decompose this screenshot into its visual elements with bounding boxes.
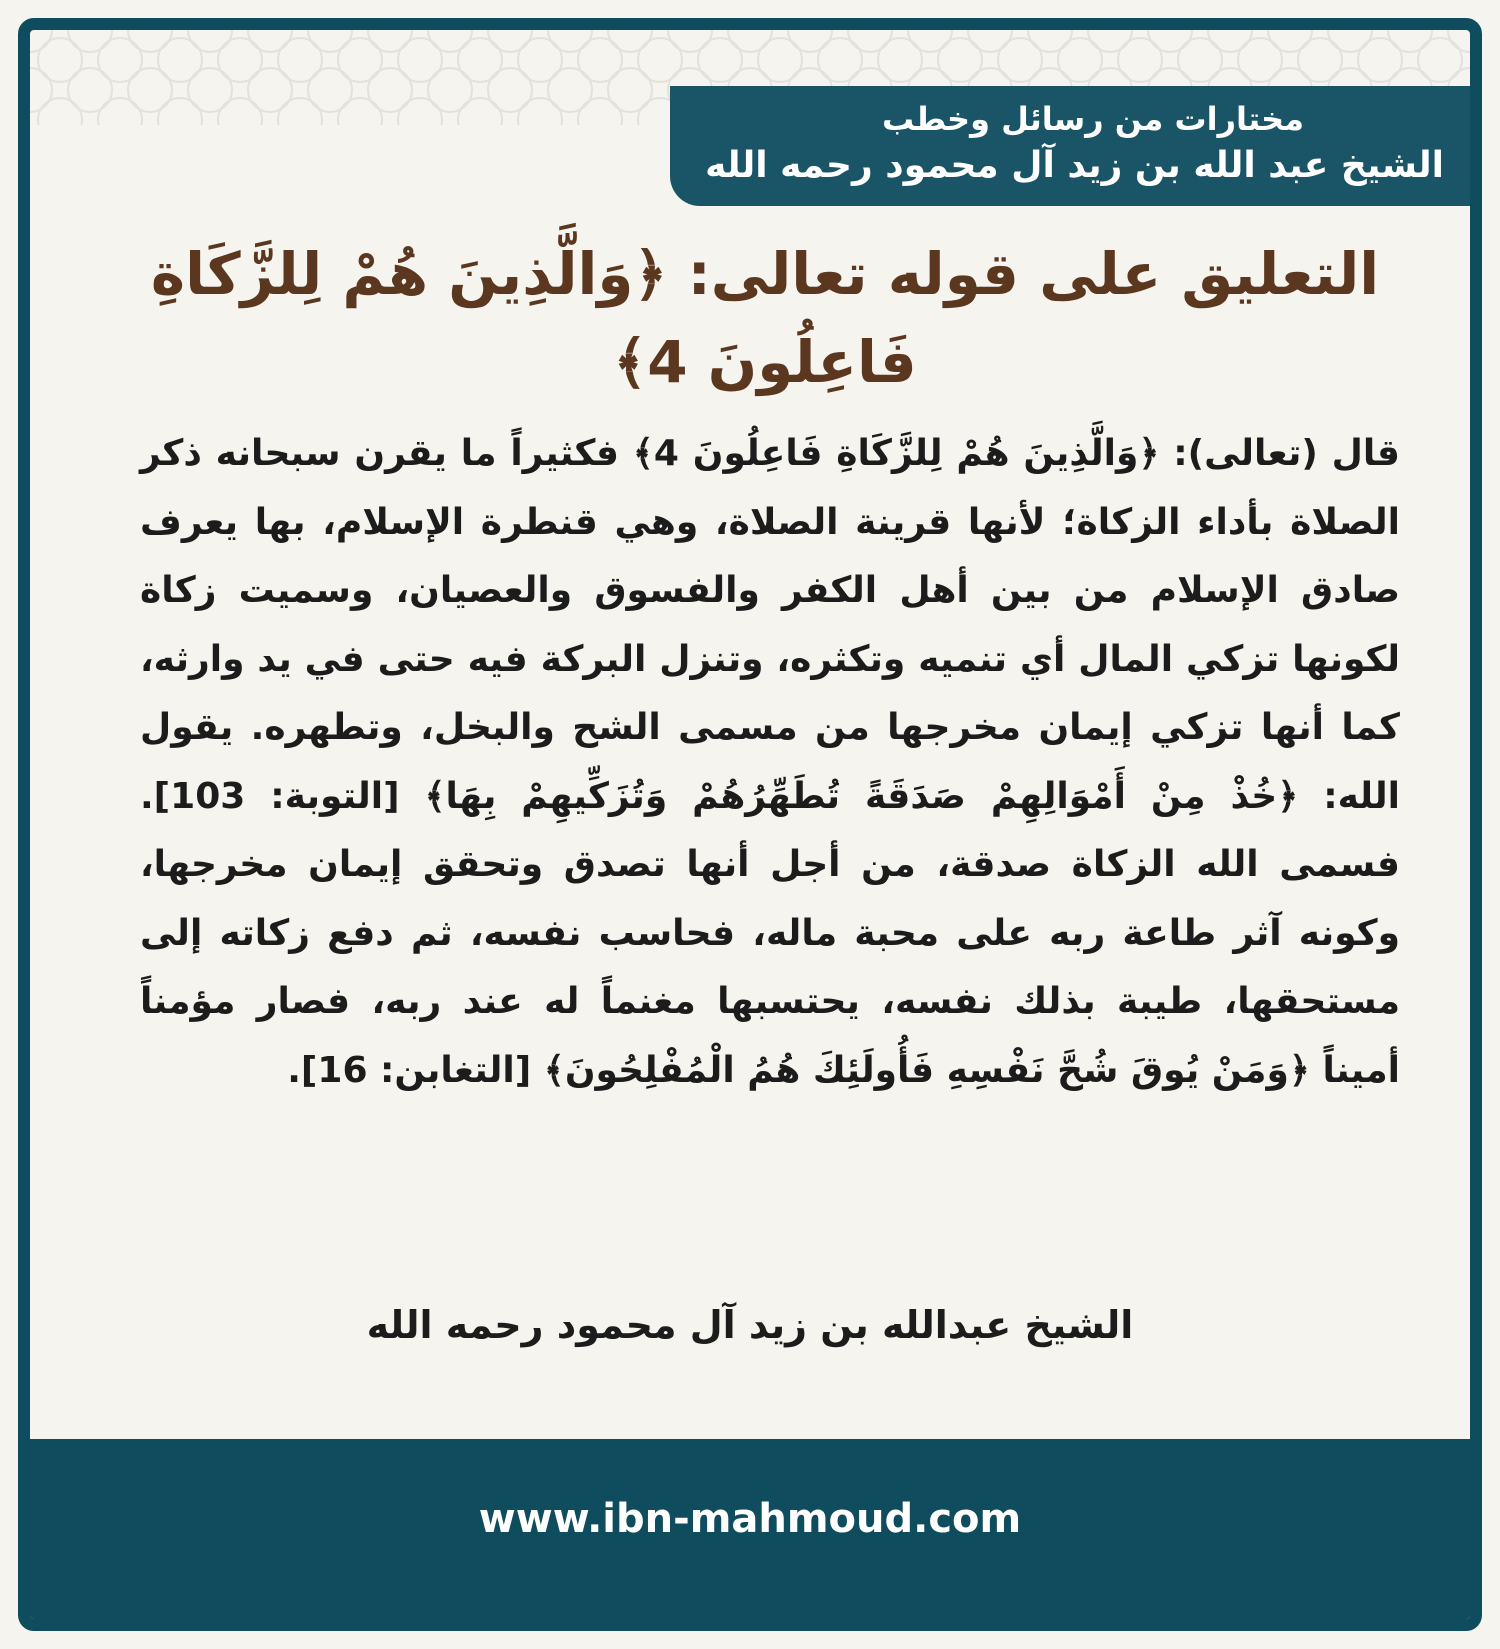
article-body: قال (تعالى): ﴿وَالَّذِينَ هُمْ لِلزَّكَاةِ فَاعِلُونَ 4﴾ فكثيراً ما يقرن سبحانه ذكر الصلاة بأداء الزكاة؛ لأنها قرينة الصلاة، وهي قنطرة الإسلام، بها يعرف صادق الإسلام من بين أهل الكفر والفسوق والعصيان، وسميت زكاة لكونها تزكي المال أي تنميه وتكثره، وتنزل البركة فيه حتى في يد وارثه، كما أنها تزكي إيمان مخرجها من مسمى الشح والبخل، وتطهره. يقول الله: ﴿خُذْ مِنْ أَمْوَالِهِمْ صَدَقَةً تُطَهِّرُهُمْ وَتُزَكِّيهِمْ بِهَا﴾ [التوبة: 103]. فسمى الله الزكاة صدقة، من أجل أنها تصدق وتحقق إيمان مخرجها، وكونه آثر طاعة ربه على محبة ماله، فحاسب نفسه، ثم دفع زكاته إلى مستحقها، طيبة بذلك نفسه، يحتسبها مغنماً له عند ربه، فصار مؤمناً أميناً ﴿وَمَنْ يُوقَ شُحَّ نَفْسِهِ فَأُولَئِكَ هُمُ الْمُفْلِحُونَ﴾ [التغابن: 16]. (140, 433, 1400, 1091)
series-title: مختارات من رسائل وخطب (881, 100, 1304, 138)
series-header (670, 86, 1470, 206)
author-name: الشيخ عبد الله بن زيد آل محمود رحمه الله (705, 145, 1444, 186)
author-signature: الشيخ عبدالله بن زيد آل محمود رحمه الله (366, 1303, 1134, 1347)
website-url: www.ibn-mahmoud.com (478, 1496, 1022, 1542)
footer-bar (30, 1439, 1470, 1619)
page-frame (18, 18, 1482, 1631)
article-title: التعليق على قوله تعالى: ﴿وَالَّذِينَ هُمْ لِلزَّكَاةِ فَاعِلُونَ 4﴾ (150, 240, 1380, 396)
